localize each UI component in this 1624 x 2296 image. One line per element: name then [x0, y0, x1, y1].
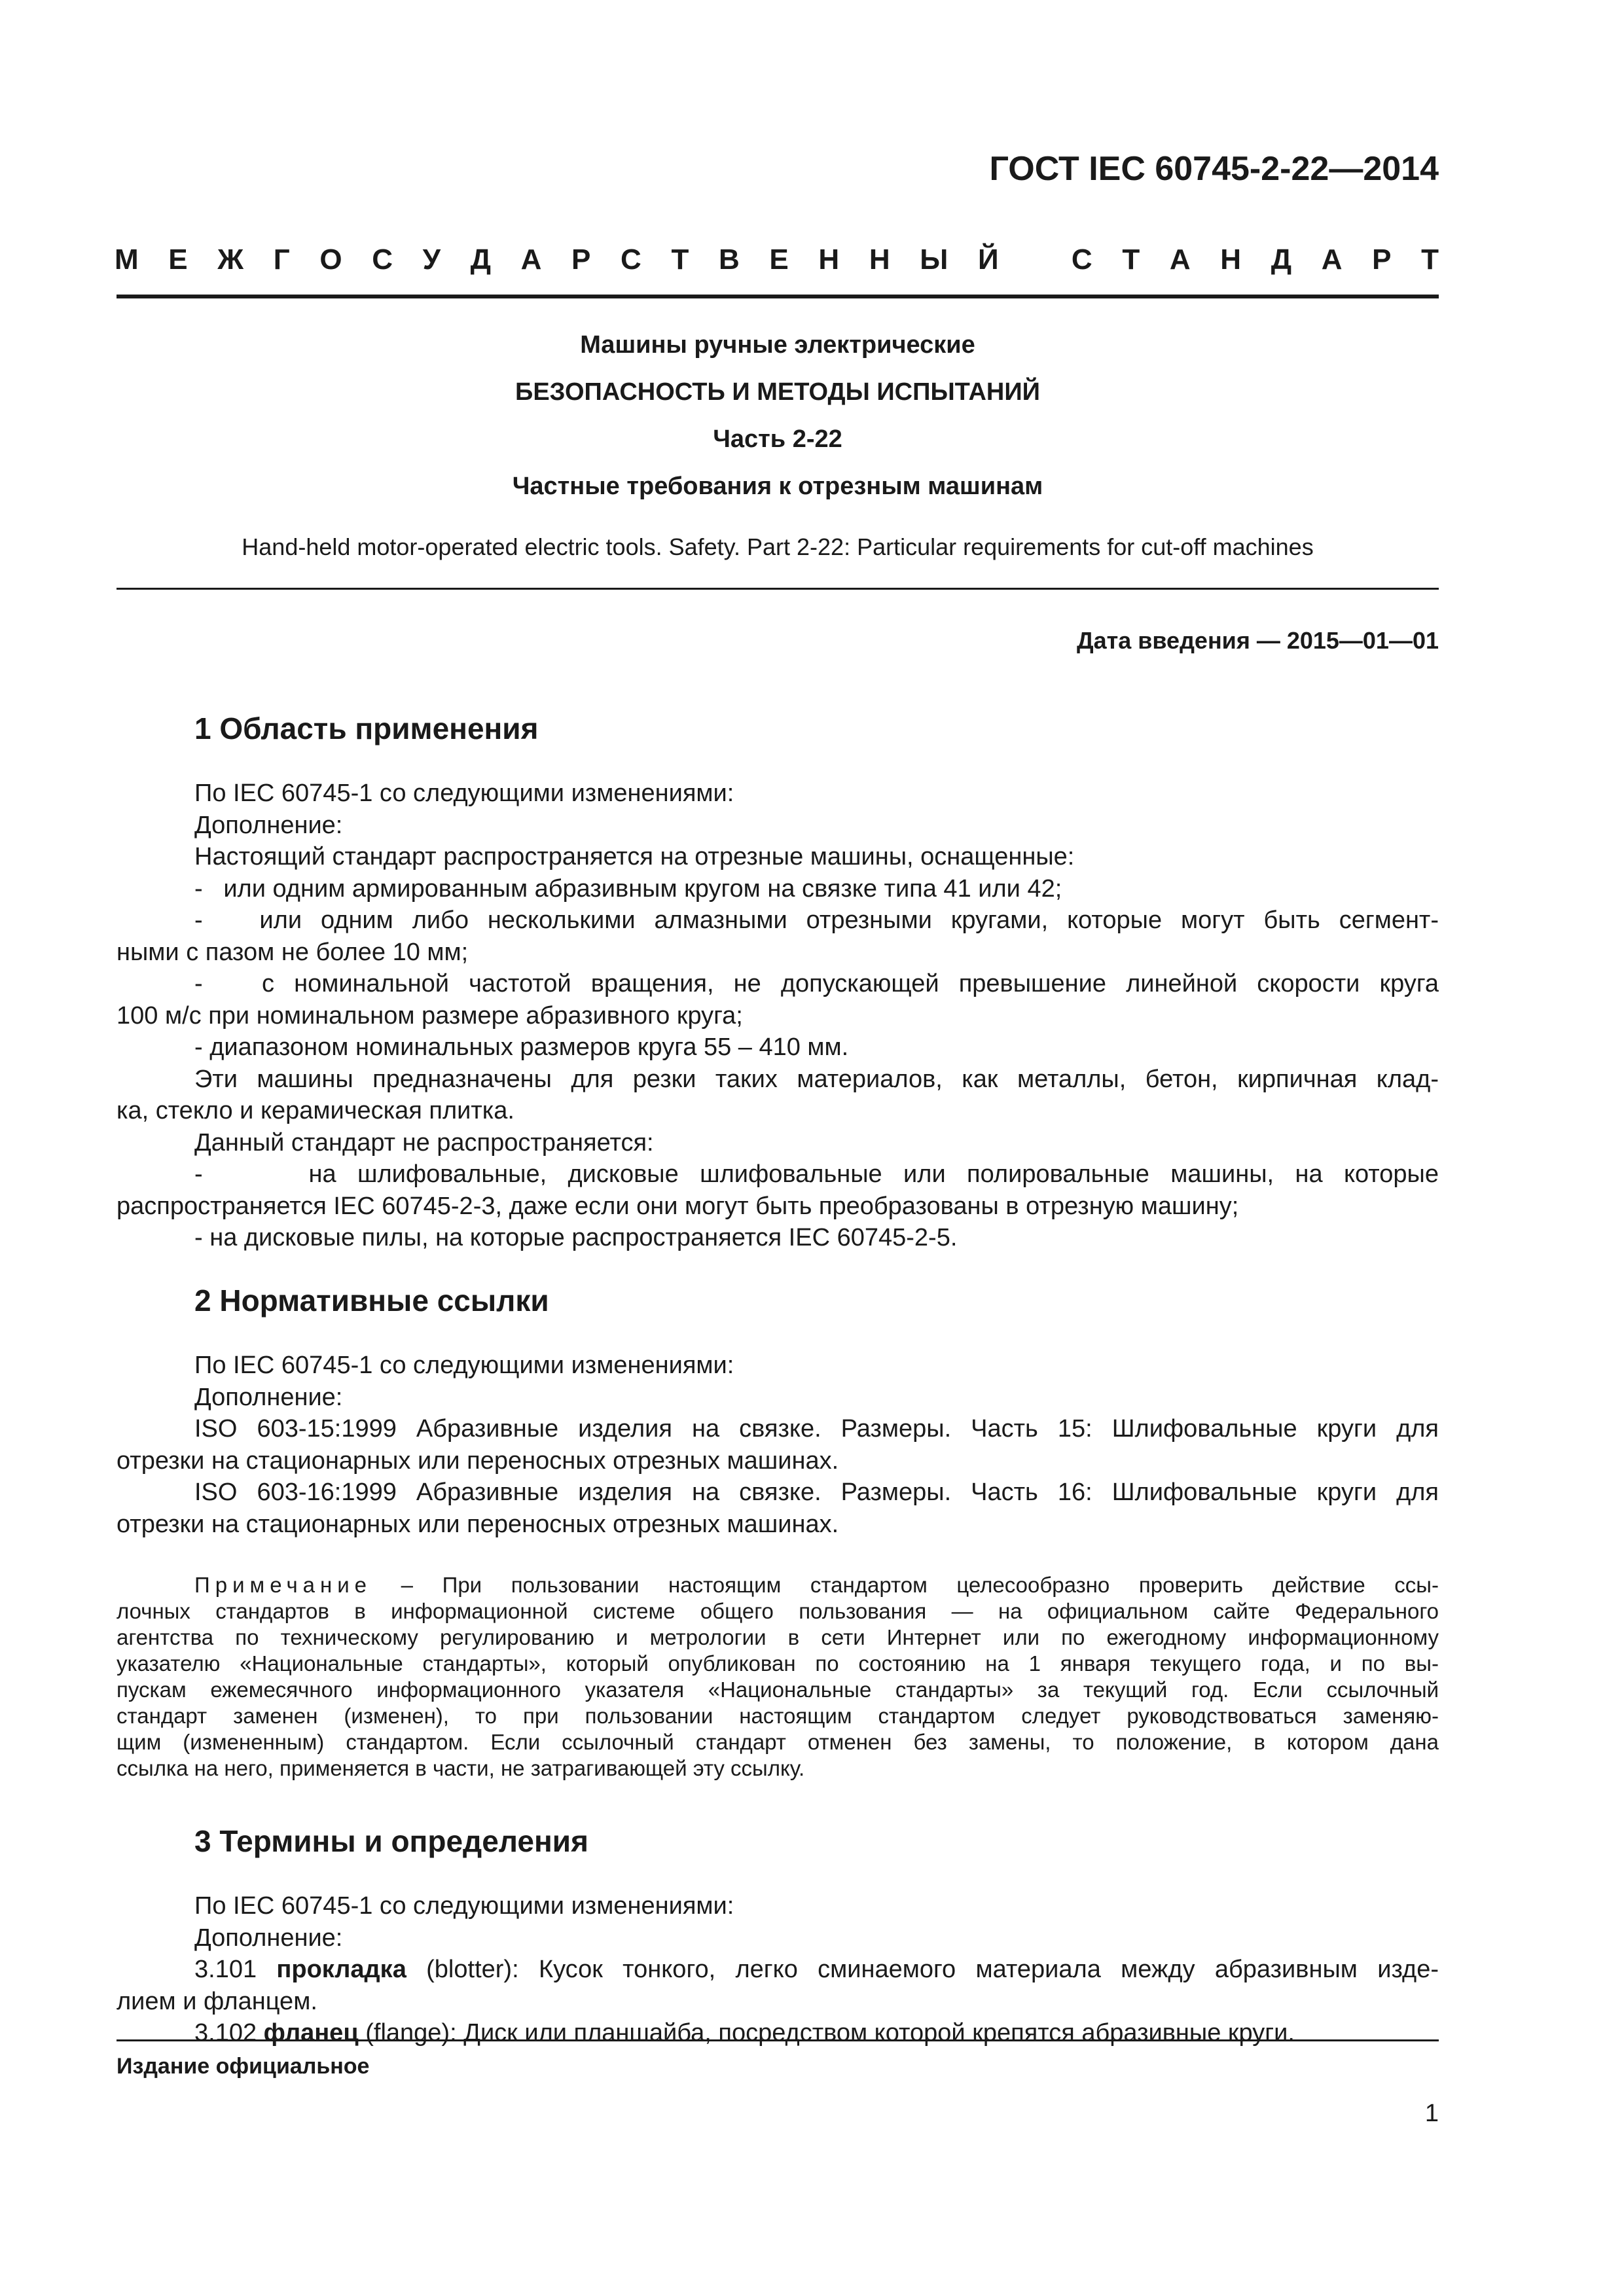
- reference-item: ISO 603-15:1999 Абразивные изделия на связке. Размеры. Часть 15: Шлифовальные круги для: [194, 1415, 1439, 1443]
- footer-divider: [117, 2039, 1439, 2041]
- note-line: щим (измененным) стандартом. Если ссылочный стандарт отменен без замены, то положение, в котором дана: [117, 1730, 1439, 1754]
- note-block: [117, 1572, 1439, 1782]
- paragraph-continuation: отрезки на стационарных или переносных отрезных машинах.: [117, 1446, 839, 1475]
- paragraph: По IEC 60745-1 со следующими изменениями:: [194, 780, 734, 807]
- banner-letter: Н: [869, 243, 890, 276]
- note-line: стандарт заменен (изменен), то при пользовании настоящим стандартом следует руководствоваться заменяю-: [117, 1704, 1439, 1728]
- banner-letter: А: [1169, 243, 1191, 276]
- interstate-standard-banner: [115, 243, 1439, 276]
- header-divider: [117, 295, 1439, 298]
- paragraph-continuation: распространяется IEC 60745-2-3, даже если они могут быть преобразованы в отрезную машину;: [117, 1192, 1239, 1220]
- banner-letter: О: [319, 243, 342, 276]
- banner-letter: Г: [273, 243, 290, 276]
- banner-letter: Д: [470, 243, 491, 276]
- banner-letter: Т: [1421, 243, 1439, 276]
- paragraph-continuation: отрезки на стационарных или переносных отрезных машинах.: [117, 1510, 839, 1538]
- title-line-4: Частные требования к отрезным машинам: [512, 473, 1043, 500]
- banner-letter: А: [520, 243, 542, 276]
- note-line: лочных стандартов в информационной системе общего пользования — на официальном сайте Федерального: [117, 1599, 1439, 1623]
- note-line: Примечание – При пользовании настоящим стандартом целесообразно проверить действие ссы-: [194, 1573, 1439, 1597]
- paragraph: Дополнение:: [194, 1383, 343, 1411]
- section-3-heading: 3 Термины и определения: [194, 1824, 588, 1858]
- paragraph-continuation: 100 м/с при номинальном размере абразивного круга;: [117, 1001, 743, 1030]
- paragraph: Настоящий стандарт распространяется на отрезные машины, оснащенные:: [194, 843, 1075, 870]
- banner-letter: Ж: [217, 243, 244, 276]
- paragraph-continuation: ными с пазом не более 10 мм;: [117, 938, 469, 966]
- page-number: 1: [1424, 2100, 1439, 2127]
- section-2-heading: 2 Нормативные ссылки: [194, 1283, 549, 1318]
- definition-3-102: 3.102 фланец (flange): Диск или планшайба, посредством которой крепятся абразивные круги.: [194, 2019, 1295, 2047]
- definition-3-101: 3.101 прокладка (blotter): Кусок тонкого, легко сминаемого материала между абразивным изде-: [194, 1956, 1439, 1983]
- section-1-heading: 1 Область применения: [194, 711, 539, 745]
- list-item: - с номинальной частотой вращения, не допускающей превышение линейной скорости круга: [194, 970, 1439, 997]
- paragraph: Данный стандарт не распространяется:: [194, 1128, 654, 1157]
- title-line-1: Машины ручные электрические: [580, 331, 975, 359]
- banner-letter: Е: [769, 243, 789, 276]
- note-label: Примечание: [194, 1573, 372, 1597]
- banner-letter: Р: [571, 243, 591, 276]
- banner-letter: С: [621, 243, 641, 276]
- defined-term: фланец: [263, 2019, 359, 2047]
- banner-letter: М: [115, 243, 139, 276]
- paragraph: Дополнение:: [194, 1924, 343, 1952]
- list-item: - диапазоном номинальных размеров круга 55 – 410 мм.: [194, 1033, 849, 1061]
- section-3-body: [117, 1890, 1439, 2049]
- list-item: - на дисковые пилы, на которые распространяется IEC 60745-2-5.: [194, 1224, 958, 1251]
- note-line: ссылка на него, применяется в части, не затрагивающей эту ссылку.: [117, 1756, 805, 1780]
- banner-letter: Й: [977, 243, 999, 276]
- banner-letter: Д: [1271, 243, 1292, 276]
- paragraph: Эти машины предназначены для резки таких материалов, как металлы, бетон, кирпичная клад-: [194, 1065, 1439, 1093]
- date-of-introduction: Дата введения — 2015—01—01: [1076, 627, 1439, 654]
- paragraph: По IEC 60745-1 со следующими изменениями:: [194, 1352, 734, 1379]
- defined-term: прокладка: [276, 1956, 406, 1983]
- paragraph-continuation: ка, стекло и керамическая плитка.: [117, 1097, 514, 1124]
- title-divider: [117, 588, 1439, 590]
- title-line-2: БЕЗОПАСНОСТЬ И МЕТОДЫ ИСПЫТАНИЙ: [515, 378, 1040, 406]
- banner-letter: С: [1071, 243, 1092, 276]
- banner-letter: Е: [168, 243, 188, 276]
- banner-letter: С: [372, 243, 393, 276]
- banner-letter: Н: [1220, 243, 1242, 276]
- paragraph: Дополнение:: [194, 811, 343, 839]
- standard-number: ГОСТ IEC 60745-2-22—2014: [989, 150, 1439, 188]
- paragraph-continuation: лием и фланцем.: [117, 1987, 317, 2015]
- banner-letter: Т: [671, 243, 689, 276]
- banner-letter: У: [422, 243, 441, 276]
- banner-letter: Ы: [920, 243, 948, 276]
- list-item: - или одним либо несколькими алмазными отрезными кругами, которые могут быть сегмент-: [194, 906, 1439, 934]
- banner-letter: А: [1321, 243, 1343, 276]
- banner-word-gap: [1028, 243, 1041, 276]
- title-part: Часть 2-22: [713, 425, 842, 453]
- list-item: - на шлифовальные, дисковые шлифовальные или полировальные машины, на которые: [194, 1160, 1439, 1188]
- banner-letter: Р: [1372, 243, 1392, 276]
- reference-item: ISO 603-16:1999 Абразивные изделия на связке. Размеры. Часть 16: Шлифовальные круги для: [194, 1479, 1439, 1506]
- title-english: Hand-held motor-operated electric tools. Safety. Part 2-22: Particular requirements for cut-off machines: [242, 533, 1314, 560]
- section-2-body: [117, 1350, 1439, 1540]
- note-line: указателю «Национальные стандарты», который опубликован по состоянию на 1 января текущего года, и по вы-: [117, 1651, 1439, 1676]
- section-1-body: [117, 778, 1439, 1254]
- edition-label: Издание официальное: [117, 2054, 370, 2079]
- note-line: пускам ежемесячного информационного указателя «Национальные стандарты» за текущий год. Если ссылочный: [117, 1677, 1439, 1702]
- banner-letter: В: [719, 243, 740, 276]
- note-line: агентства по техническому регулированию и метрологии в сети Интернет или по ежегодному информационному: [117, 1625, 1439, 1649]
- banner-letter: Т: [1122, 243, 1140, 276]
- banner-letter: Н: [818, 243, 840, 276]
- list-item: - или одним армированным абразивным кругом на связке типа 41 или 42;: [194, 874, 1062, 903]
- paragraph: По IEC 60745-1 со следующими изменениями:: [194, 1892, 734, 1920]
